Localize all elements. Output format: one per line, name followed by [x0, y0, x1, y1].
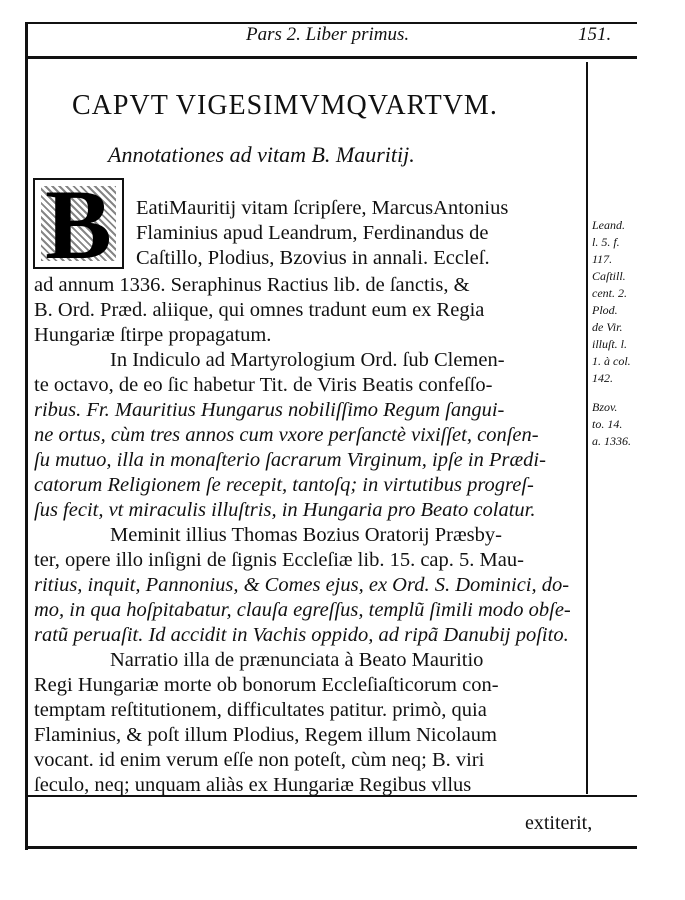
body-line: Hungariæ ſtirpe propagatum. [34, 324, 272, 346]
catchword: extiterit, [525, 812, 593, 834]
body-line: Flaminius apud Leandrum, Ferdinandus de [136, 222, 489, 244]
margin-note: l. 5. f. [592, 235, 620, 249]
body-line: vocant. id enim verum eſſe non poteſt, cùm neq; B. viri [34, 749, 485, 771]
margin-note: Leand. [592, 218, 625, 232]
margin-note: illuſt. l. [592, 337, 628, 351]
margin-note: Caſtill. [592, 269, 626, 283]
chapter-title: CAPVT VIGESIMVMQVARTVM. [72, 90, 498, 121]
margin-note: Bzov. [592, 400, 618, 414]
body-line: mo, in qua hoſpitabatur, clauſa egreſſus, templũ ſimili modo obſe- [34, 599, 571, 621]
body-line: ſu mutuo, illa in monaſterio ſacrarum Virginum, ipſe in Prædi- [34, 449, 546, 471]
drop-cap-letter: B [45, 169, 112, 280]
margin-note: 117. [592, 252, 613, 266]
margin-column-rule [586, 62, 588, 794]
margin-note: 1. à col. [592, 354, 631, 368]
body-line: B. Ord. Præd. aliique, qui omnes tradunt eum ex Regia [34, 299, 485, 321]
body-line: catorum Religionem ſe recepit, tantoſq; in virtutibus progreſ- [34, 474, 534, 496]
margin-note: Plod. [592, 303, 618, 317]
page-frame-left-rule [25, 22, 28, 850]
body-line: ad annum 1336. Seraphinus Ractius lib. de ſanctis, & [34, 274, 470, 296]
margin-note: cent. 2. [592, 286, 627, 300]
body-line: Flaminius, & poſt illum Plodius, Regem illum Nicolaum [34, 724, 497, 746]
body-line: EatiMauritij vitam ſcripſere, MarcusAntonius [136, 197, 509, 219]
margin-note: a. 1336. [592, 434, 631, 448]
margin-note: to. 14. [592, 417, 623, 431]
body-line: ratũ peruaſit. Id accidit in Vachis oppido, ad ripã Danubij poſito. [34, 624, 569, 646]
body-line: temptam reſtitutionem, difficultates patitur. primò, quia [34, 699, 487, 721]
body-line: ribus. Fr. Mauritius Hungarus nobiliſſimo Regum ſangui- [34, 399, 505, 421]
body-line: In Indiculo ad Martyrologium Ord. ſub Clemen- [110, 349, 505, 371]
drop-cap-initial [33, 169, 124, 280]
body-line: Meminit illius Thomas Bozius Oratorij Præsby- [110, 524, 502, 546]
body-line: Caſtillo, Plodius, Bzovius in annali. Eccleſ. [136, 247, 490, 269]
running-title: Pars 2. Liber primus. [246, 24, 410, 45]
page-bottom-rule [25, 846, 637, 849]
header-rule [25, 56, 637, 59]
body-line: ſeculo, neq; unquam aliàs ex Hungariæ Regibus vllus [34, 774, 472, 796]
body-line: ter, opere illo inſigni de ſignis Eccleſiæ lib. 15. cap. 5. Mau- [34, 549, 524, 571]
page-number: 151. [578, 24, 612, 45]
chapter-subtitle: Annotationes ad vitam B. Mauritij. [108, 142, 415, 167]
margin-note: 142. [592, 371, 613, 385]
margin-note: de Vir. [592, 320, 623, 334]
body-line: ne ortus, cùm tres annos cum vxore perſanctè vixiſſet, conſen- [34, 424, 539, 446]
body-line: ſus fecit, vt miraculis illuſtris, in Hungaria pro Beato colatur. [34, 499, 536, 521]
body-line: Narratio illa de prænunciata à Beato Mauritio [110, 649, 484, 671]
body-line: Regi Hungariæ morte ob bonorum Eccleſiaſticorum con- [34, 674, 499, 696]
body-line: ritius, inquit, Pannonius, & Comes ejus, ex Ord. S. Dominici, do- [34, 574, 570, 596]
body-line: te octavo, de eo ſic habetur Tit. de Viris Beatis confeſſo- [34, 374, 493, 396]
